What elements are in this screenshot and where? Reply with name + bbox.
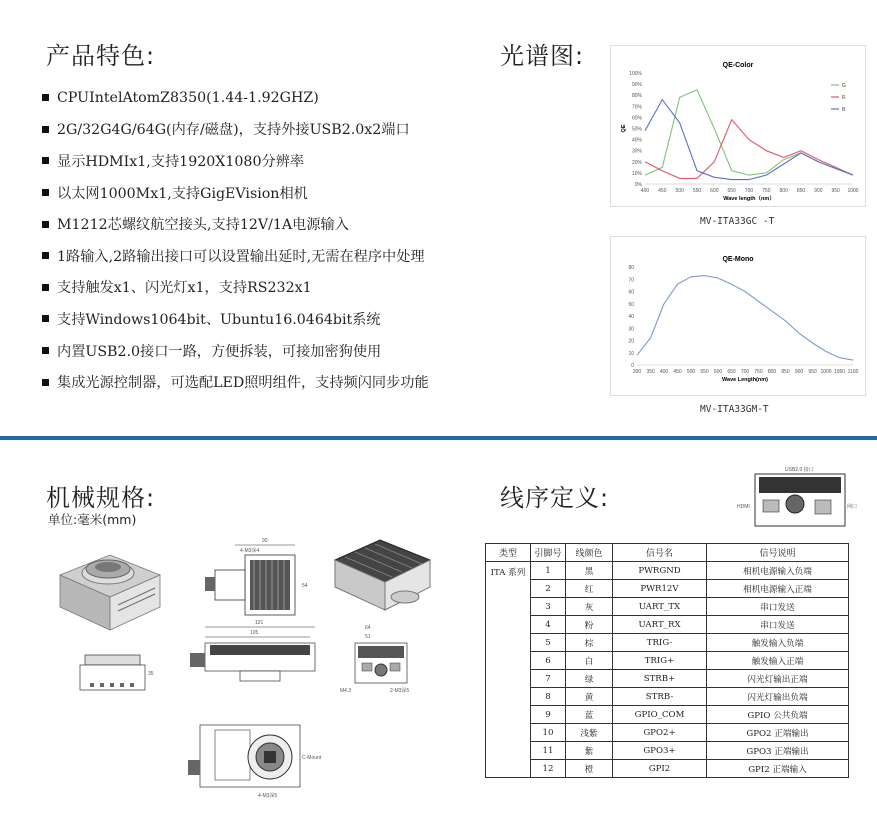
x-tick-label: 450 — [673, 369, 682, 375]
chart-title: QE-Color — [722, 62, 754, 69]
desc-cell: 触发输入正端 — [707, 652, 849, 670]
feature-item: 内置USB2.0接口一路，方便拆装，可接加密狗使用 — [42, 335, 512, 367]
desc-cell: 闪光灯输出负端 — [707, 688, 849, 706]
feature-item: CPUIntelAtomZ8350(1.44-1.92GHZ) — [42, 82, 512, 114]
feature-item: 显示HDMIx1,支持1920X1080分辨率 — [42, 145, 512, 177]
bullet-icon — [42, 221, 49, 228]
pin-cell: 5 — [531, 634, 566, 652]
desc-cell: 串口发送 — [707, 598, 849, 616]
desc-cell: GPO2 正端输出 — [707, 724, 849, 742]
bullet-icon — [42, 189, 49, 196]
x-tick-label: 700 — [740, 369, 750, 375]
table-row — [486, 580, 849, 598]
x-tick-label: 850 — [781, 369, 790, 375]
x-tick-label: 900 — [814, 188, 823, 194]
x-tick-label: 550 — [700, 369, 709, 375]
hdmi-label: HDMI — [737, 504, 750, 510]
color-cell: 黄 — [566, 688, 613, 706]
color-cell: 橙 — [566, 760, 613, 778]
pin-cell: 2 — [531, 580, 566, 598]
ethernet-label: 网口 — [847, 504, 858, 510]
col-color: 线颜色 — [566, 544, 613, 562]
pinout-table — [485, 543, 849, 778]
x-tick-label: 950 — [831, 188, 840, 194]
qe-color-chart — [610, 45, 866, 207]
x-tick-label: 650 — [727, 188, 736, 194]
desc-cell: 闪光灯输出正端 — [707, 670, 849, 688]
feature-item: 支持触发x1、闪光灯x1，支持RS232x1 — [42, 272, 512, 304]
y-tick-label: 60 — [628, 289, 634, 296]
mono-caption: MV-ITA33GM-T — [700, 404, 769, 415]
signal-cell: GPIO_COM — [613, 706, 707, 724]
signal-cell: GPO3+ — [613, 742, 707, 760]
signal-cell: STRB- — [613, 688, 707, 706]
dim-90: 90 — [262, 538, 268, 544]
desc-cell: GPIO 公共负端 — [707, 706, 849, 724]
pin-cell: 7 — [531, 670, 566, 688]
color-cell: 浅紫 — [566, 724, 613, 742]
x-tick-label: 1050 — [833, 369, 846, 375]
type-cell: ITA 系列 — [486, 562, 531, 778]
y-tick-label: 80 — [628, 265, 634, 271]
table-row — [486, 706, 849, 724]
x-tick-label: 750 — [754, 369, 763, 375]
bullet-icon — [42, 157, 49, 164]
y-tick-label: 10 — [628, 350, 634, 357]
legend-label: R — [842, 95, 846, 101]
chart-title: QE-Mono — [722, 256, 754, 263]
signal-cell: GPI2 — [613, 760, 707, 778]
pinout-body — [486, 562, 849, 778]
series-line — [645, 120, 853, 179]
color-cell: 蓝 — [566, 706, 613, 724]
legend-label: G — [842, 83, 846, 89]
bullet-icon — [42, 94, 49, 101]
features-title: 产品特色: — [46, 42, 156, 70]
y-tick-label: 70 — [628, 277, 634, 284]
pin-cell: 4 — [531, 616, 566, 634]
col-signal: 信号名 — [613, 544, 707, 562]
y-tick-label: 20% — [631, 159, 642, 166]
x-tick-label: 350 — [646, 369, 655, 375]
bullet-icon — [42, 252, 49, 259]
col-type: 类型 — [486, 544, 531, 562]
desc-cell: GPO3 正端输出 — [707, 742, 849, 760]
dim-2m3: 2-M3深5 — [390, 688, 410, 694]
x-tick-label: 1000 — [847, 188, 859, 194]
y-tick-label: 60% — [631, 115, 642, 122]
camera-rear-view — [340, 625, 409, 694]
color-cell: 紫 — [566, 742, 613, 760]
table-row — [486, 670, 849, 688]
pin-cell: 9 — [531, 706, 566, 724]
color-cell: 白 — [566, 652, 613, 670]
dim-cmount: C-Mount — [302, 755, 322, 761]
signal-cell: TRIG- — [613, 634, 707, 652]
rear-port-diagram — [735, 462, 865, 530]
dim-35: 35 — [148, 671, 154, 677]
bullet-icon — [42, 347, 49, 354]
feature-item: 支持Windows1064bit、Ubuntu16.0464bit系统 — [42, 303, 512, 335]
dim-105: 105 — [250, 630, 259, 636]
usb-label: USB2.0 接口 — [785, 467, 814, 473]
y-tick-label: 40 — [628, 314, 634, 320]
signal-cell: UART_TX — [613, 598, 707, 616]
section-divider — [0, 436, 877, 440]
desc-cell: GPI2 正端输入 — [707, 760, 849, 778]
x-tick-label: 450 — [658, 188, 667, 194]
desc-cell: 串口发送 — [707, 616, 849, 634]
y-tick-label: 70% — [631, 104, 642, 111]
y-tick-label: 90% — [631, 82, 642, 89]
x-tick-label: 400 — [659, 369, 669, 375]
table-row — [486, 724, 849, 742]
y-tick-label: 0% — [634, 182, 642, 188]
y-tick-label: 30% — [631, 148, 642, 155]
dim-121: 121 — [255, 620, 264, 626]
x-tick-label: 1100 — [847, 369, 859, 375]
dim-4m3-5: 4-M3深5 — [258, 793, 278, 799]
feature-item: 以太网1000Mx1,支持GigEVision相机 — [42, 177, 512, 209]
bullet-icon — [42, 379, 49, 386]
desc-cell: 触发输入负端 — [707, 634, 849, 652]
series-line — [637, 276, 853, 361]
camera-bottom-view — [188, 725, 322, 799]
y-tick-label: 80% — [631, 93, 642, 100]
camera-side-view — [80, 655, 154, 690]
color-cell: 棕 — [566, 634, 613, 652]
x-axis-label: Wave Length(nm) — [722, 377, 768, 383]
dim-64: 64 — [365, 625, 371, 631]
x-tick-label: 500 — [675, 188, 684, 194]
table-row — [486, 616, 849, 634]
x-tick-label: 500 — [686, 369, 696, 375]
pin-cell: 1 — [531, 562, 566, 580]
x-tick-label: 550 — [692, 188, 702, 194]
dim-4m3: 4-M3深4 — [240, 548, 260, 554]
camera-3d-front — [60, 555, 160, 630]
col-desc: 信号说明 — [707, 544, 849, 562]
mechanical-title: 机械规格: — [46, 484, 156, 512]
x-tick-label: 1000 — [820, 369, 832, 375]
table-row — [486, 562, 849, 580]
x-tick-label: 650 — [727, 369, 736, 375]
dim-54: 54 — [302, 583, 308, 589]
dim-51: 51 — [365, 634, 371, 640]
signal-cell: PWR12V — [613, 580, 707, 598]
color-cell: 灰 — [566, 598, 613, 616]
x-tick-label: 400 — [640, 188, 650, 194]
y-tick-label: 10% — [631, 170, 642, 177]
y-tick-label: 20 — [628, 338, 634, 345]
feature-item: 1路输入,2路输出接口可以设置输出延时,无需在程序中处理 — [42, 240, 512, 272]
x-axis-label: Wave length（nm） — [723, 196, 775, 202]
y-tick-label: 100% — [629, 71, 642, 77]
feature-item: 集成光源控制器，可选配LED照明组件，支持频闪同步功能 — [42, 366, 512, 398]
signal-cell: STRB+ — [613, 670, 707, 688]
camera-3d-back — [335, 540, 430, 610]
table-row — [486, 598, 849, 616]
dim-m43: M4.3 — [340, 688, 352, 694]
bullet-icon — [42, 284, 49, 291]
x-tick-label: 850 — [796, 188, 806, 194]
x-tick-label: 900 — [794, 369, 804, 375]
y-tick-label: 0 — [631, 363, 634, 369]
x-tick-label: 800 — [779, 188, 788, 194]
y-tick-label: 50% — [631, 126, 642, 133]
y-tick-label: 50 — [628, 301, 634, 308]
camera-front-view — [190, 620, 315, 681]
color-cell: 绿 — [566, 670, 613, 688]
qe-mono-chart — [610, 236, 866, 396]
pin-cell: 11 — [531, 742, 566, 760]
table-row — [486, 652, 849, 670]
color-cell: 黑 — [566, 562, 613, 580]
col-pin: 引脚号 — [531, 544, 566, 562]
table-row — [486, 688, 849, 706]
x-tick-label: 950 — [808, 369, 817, 375]
y-tick-label: 40% — [631, 137, 642, 144]
desc-cell: 相机电源输入负端 — [707, 562, 849, 580]
legend-label: B — [842, 107, 846, 113]
color-caption: MV-ITA33GC -T — [700, 216, 775, 227]
pin-cell: 12 — [531, 760, 566, 778]
pin-cell: 6 — [531, 652, 566, 670]
table-header-row — [486, 544, 849, 562]
x-tick-label: 600 — [710, 188, 719, 194]
qe-mono-svg — [611, 237, 865, 395]
x-tick-label: 750 — [762, 188, 771, 194]
mechanical-drawings — [40, 525, 460, 815]
x-tick-label: 600 — [713, 369, 723, 375]
y-tick-label: 30 — [628, 326, 634, 333]
x-tick-label: 300 — [632, 369, 642, 375]
feature-item: M1212芯螺纹航空接头,支持12V/1A电源输入 — [42, 208, 512, 240]
table-row — [486, 760, 849, 778]
series-line — [645, 90, 853, 175]
unit-label: 单位:毫米(mm) — [48, 512, 137, 527]
color-cell: 粉 — [566, 616, 613, 634]
qe-color-svg — [611, 46, 865, 206]
camera-top-view — [205, 538, 308, 615]
y-axis-label: QE — [621, 124, 627, 133]
pinout-title: 线序定义: — [500, 484, 610, 512]
table-row — [486, 634, 849, 652]
color-cell: 红 — [566, 580, 613, 598]
table-row — [486, 742, 849, 760]
bullet-icon — [42, 315, 49, 322]
pin-cell: 3 — [531, 598, 566, 616]
signal-cell: PWRGND — [613, 562, 707, 580]
pin-cell: 8 — [531, 688, 566, 706]
x-tick-label: 700 — [744, 188, 754, 194]
spectrum-title: 光谱图: — [500, 42, 585, 70]
bullet-icon — [42, 126, 49, 133]
signal-cell: UART_RX — [613, 616, 707, 634]
feature-list — [42, 82, 512, 398]
desc-cell: 相机电源输入正端 — [707, 580, 849, 598]
signal-cell: GPO2+ — [613, 724, 707, 742]
feature-item: 2G/32G4G/64G(内存/磁盘)，支持外接USB2.0x2端口 — [42, 114, 512, 146]
signal-cell: TRIG+ — [613, 652, 707, 670]
x-tick-label: 800 — [767, 369, 777, 375]
pin-cell: 10 — [531, 724, 566, 742]
